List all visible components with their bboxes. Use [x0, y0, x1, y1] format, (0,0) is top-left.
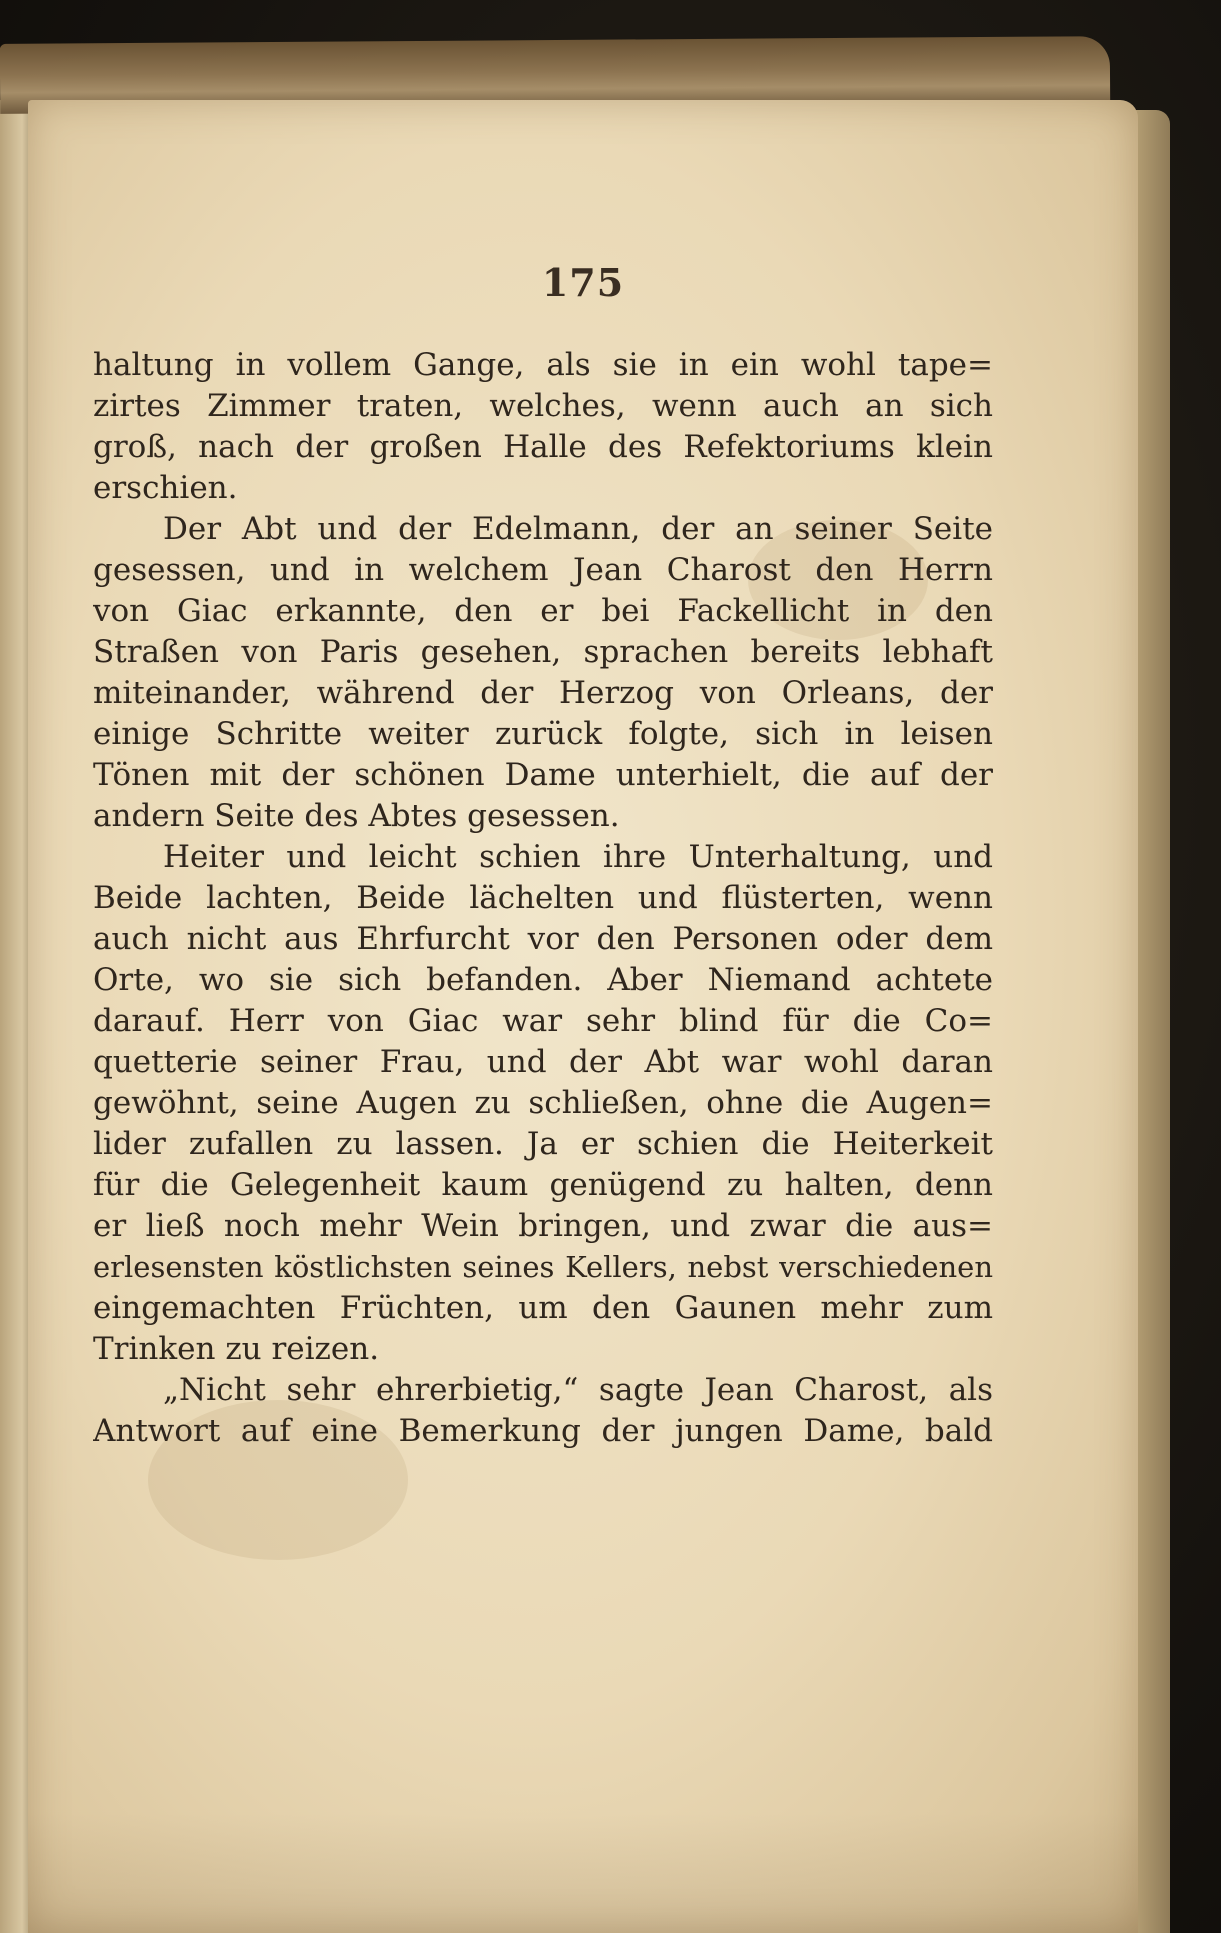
- text-line: groß, nach der großen Halle des Refektoriums klein: [93, 429, 993, 465]
- body-text: [93, 345, 993, 1452]
- text-line: auch nicht aus Ehrfurcht vor den Personen oder dem: [93, 921, 993, 957]
- text-line: gesessen, und in welchem Jean Charost den Herrn: [93, 552, 993, 588]
- text-line: Antwort auf eine Bemerkung der jungen Dame, bald: [93, 1413, 993, 1449]
- text-line: zirtes Zimmer traten, welches, wenn auch an sich: [93, 388, 993, 424]
- text-line: Der Abt und der Edelmann, der an seiner Seite: [163, 511, 993, 547]
- text-line: erlesensten köstlichsten seines Kellers, nebst verschiedenen: [93, 1250, 993, 1284]
- text-line: lider zufallen zu lassen. Ja er schien die Heiterkeit: [93, 1126, 993, 1162]
- text-line: miteinander, während der Herzog von Orleans, der: [93, 675, 993, 711]
- text-line: für die Gelegenheit kaum genügend zu halten, denn: [93, 1167, 993, 1203]
- book-page: [28, 100, 1138, 1933]
- text-line: darauf. Herr von Giac war sehr blind für die Co=: [93, 1003, 993, 1039]
- text-line: einige Schritte weiter zurück folgte, sich in leisen: [93, 716, 993, 752]
- text-line: gewöhnt, seine Augen zu schließen, ohne die Augen=: [93, 1085, 993, 1121]
- text-line: Orte, wo sie sich befanden. Aber Niemand achtete: [93, 962, 993, 998]
- text-line: „Nicht sehr ehrerbietig,“ sagte Jean Charost, als: [163, 1372, 993, 1408]
- text-line: Tönen mit der schönen Dame unterhielt, die auf der: [93, 757, 993, 793]
- text-line: Straßen von Paris gesehen, sprachen bereits lebhaft: [93, 634, 993, 670]
- text-line: eingemachten Früchten, um den Gaunen mehr zum: [93, 1290, 993, 1326]
- text-line: haltung in vollem Gange, als sie in ein wohl tape=: [93, 347, 993, 383]
- text-line: Heiter und leicht schien ihre Unterhaltung, und: [163, 839, 993, 875]
- text-line: von Giac erkannte, den er bei Fackellicht in den: [93, 593, 993, 629]
- text-line: er ließ noch mehr Wein bringen, und zwar die aus=: [93, 1208, 993, 1244]
- text-line: quetterie seiner Frau, und der Abt war wohl daran: [93, 1044, 993, 1080]
- text-line: andern Seite des Abtes gesessen.: [93, 798, 620, 834]
- text-line: Beide lachten, Beide lächelten und flüsterten, wenn: [93, 880, 993, 916]
- text-line: erschien.: [93, 470, 238, 506]
- page-shading: [28, 1813, 1138, 1933]
- text-line: Trinken zu reizen.: [93, 1331, 380, 1367]
- page-number: 175: [541, 260, 625, 305]
